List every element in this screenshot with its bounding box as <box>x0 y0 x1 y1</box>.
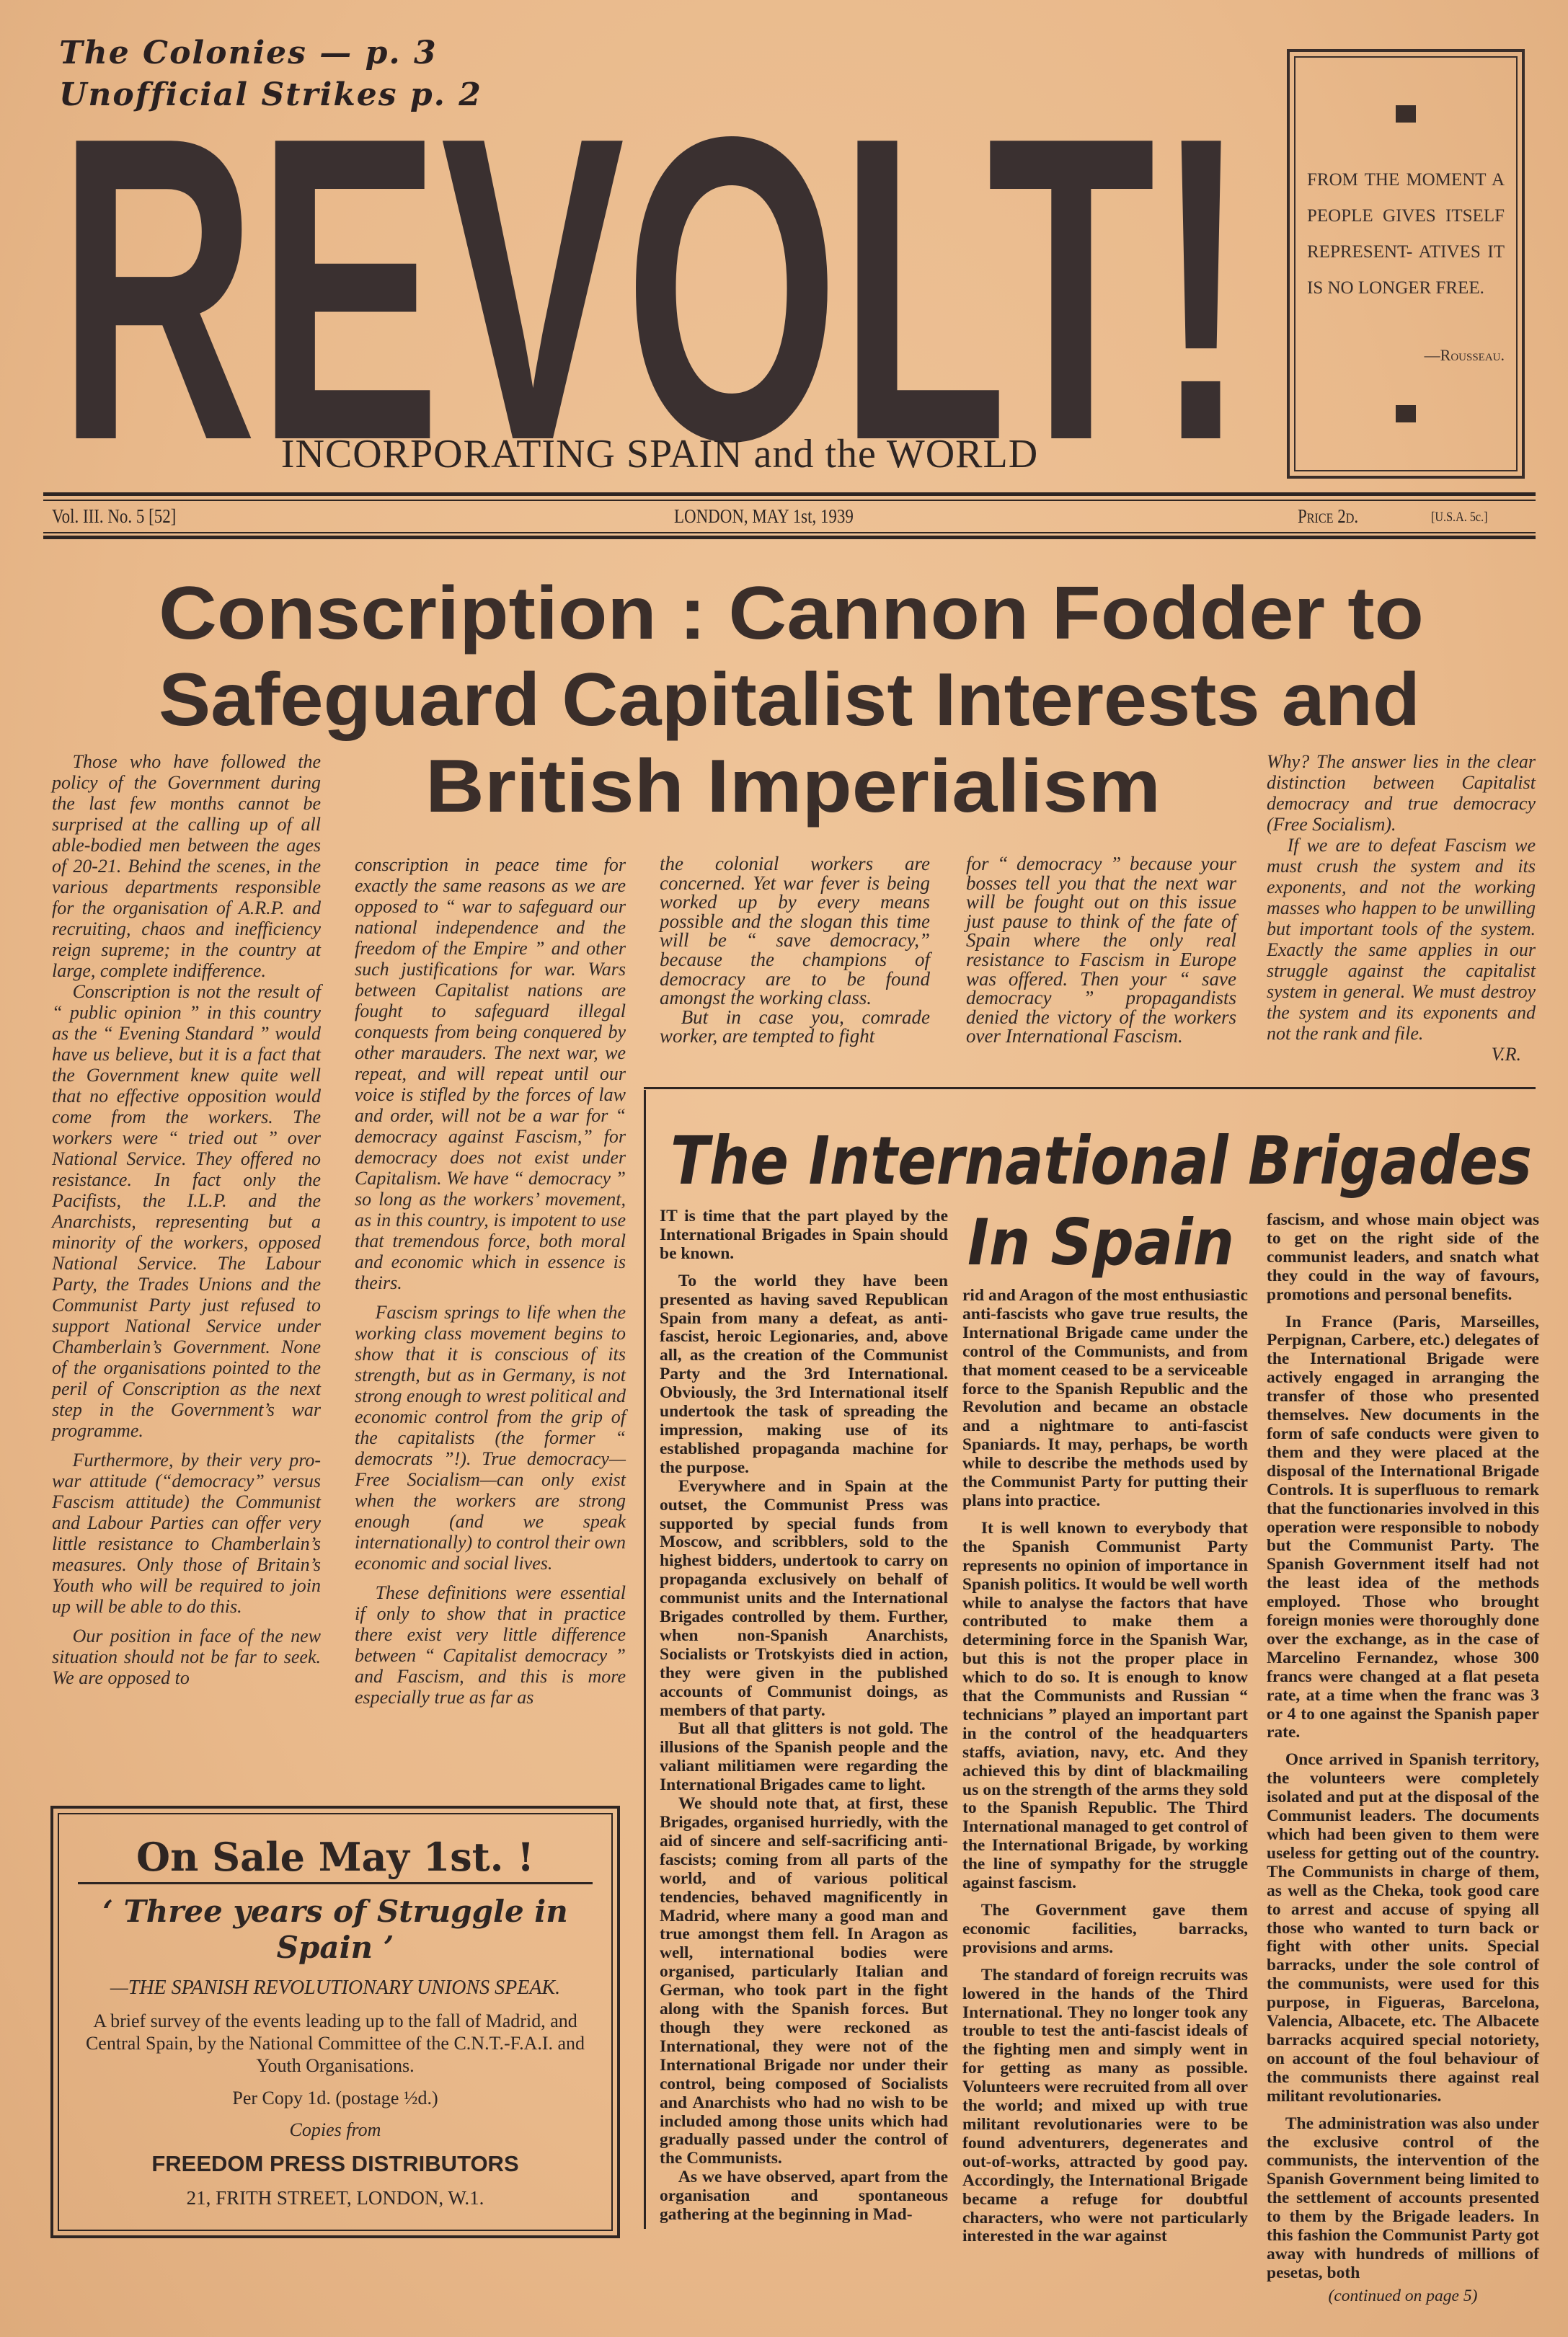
masthead-logo <box>56 43 1253 447</box>
teaser-colonies[interactable]: The Colonies — p. 3 <box>59 35 438 71</box>
issue-date: LONDON, MAY 1st, 1939 <box>674 505 854 527</box>
advert-price: Per Copy 1d. (postage ½d.) <box>232 2087 438 2108</box>
paragraph: the colonial workers are concerned. Yet war fever is being worked up by every means possible and the slogan this time will be “ save democracy,” because the champions of democracy are to be found amongst the working class. <box>660 853 930 1009</box>
headline-line-1-wrap <box>159 569 1427 656</box>
issue-price: Price 2d. <box>1298 505 1359 527</box>
paragraph: Conscription is not the result of “ public opinion ” in this country as the “ Evening Standard ” would have us believe, but it is a fact that the Government knew quite well that no effective opposition would come from the workers. The workers were “ tried out ” over National Service. They offered no resistance. In fact only the Pacifists, the I.L.P. and the Anarchists, representing but a minority of the workers, opposed National Service. The Labour Party, the Trades Unions and the Communist Party just refused to support National Service under Chamberlain’s Government. None of the organisations pointed to the peril of Conscription as the next step in the Government’s war programme. <box>52 981 321 1441</box>
rule-divider <box>43 500 1536 501</box>
paragraph: If we are to defeat Fascism we must crush the system and its exponents, and not the working masses who happen to be unwilling but important tools of the system. Exactly the same applies in our struggle against the capitalist system in general. We must destroy the system and its exponents and not the rank and file. <box>1267 835 1536 1044</box>
paragraph: conscription in peace time for exactly the same reasons as we are opposed to “ war to safeguard our national independence and the freedom of the Empire ” and other such justifications for war. Wars between Capitalist nations are fought to safeguard illegal conquests from being conquered by other marauders. The next war, we repeat, and will repeat until our voice is stifled by the forces of law and order, will not be a war for “ democracy against Fascism,” for democracy does not exist under Capitalism. We have “ democracy ” so long as the workers’ movement, as in this country, is impotent to use that tremendous force, both moral and economic which in essence is theirs. <box>355 854 626 1293</box>
paragraph: Furthermore, by their very pro-war attitude (“democracy” versus Fascism attitude) the Communist and Labour Parties can offer very little resistance to Chamberlain’s measures. Only those of Britain’s Youth who will be required to join up will be able to do this. <box>52 1450 321 1617</box>
paragraph: Once arrived in Spanish territory, the volunteers were completely isolated and put at the disposal of the Communist leaders. The documents which had been given to them were useless for getting out of the country. The Communists in charge of them, as well as the Cheka, took good care to arrest and accuse of spying all those who wanted to turn back or fight with other units. Special barracks, under the sole control of the communists, were used for this purpose, in Figueras, Barcelona, Valencia, Albacete, etc. The Albacete barracks acquired special notoriety, on account of the foul behaviour of the communists there against real militant revolutionaries. <box>1267 1750 1539 2106</box>
issue-price-usa: [U.S.A. 5c.] <box>1431 510 1488 525</box>
brigades-column-2 <box>962 1287 1248 2246</box>
headline-line-3-wrap <box>425 742 1168 829</box>
quote-text: FROM THE MOMENT A PEOPLE GIVES ITSELF REPRESENT- ATIVES IT IS NO LONGER FREE. <box>1307 169 1505 298</box>
paragraph: IT is time that the part played by the International Brigades in Spain should be known. <box>660 1207 948 1263</box>
lead-column-3 <box>660 854 930 1046</box>
rule-divider <box>43 536 1536 539</box>
lead-column-4 <box>966 854 1236 1046</box>
paragraph: These definitions were essential if only to show that in practice there exist very little difference between “ Capitalist democracy ” and Fascism, and this is more especially true as far as <box>355 1582 626 1708</box>
headline-line-3: British Imperialism <box>425 745 1161 828</box>
paragraph: Why? The answer lies in the clear distinction between Capitalist democracy and true democracy (Free Socialism). <box>1267 751 1536 835</box>
headline-line-1: Conscription : Cannon Fodder to <box>159 572 1424 655</box>
brigades-title: The International Brigades <box>670 1122 1532 1199</box>
paragraph: The standard of foreign recruits was lowered in the hands of the Third International. They no longer took any trouble to test the anti-fascist ideals of the fighting men and simply went in for getting as many as possible. Volunteers were recruited from all over the world; and mixed up with true militant revolutionaries were to be found adventurers, degenerates and out-of-works, attracted by good pay. Accordingly, the International Brigade became a refuge for doubtful characters, who were not particularly interested in the war against <box>962 1965 1248 2246</box>
advert-box <box>50 1806 620 2238</box>
advert-description: A brief survey of the events leading up to the fall of Madrid, and Central Spain, by the National Committee of the C.N.T.-F.A.I. and Youth Organisations. <box>85 2010 585 2077</box>
paragraph: for “ democracy ” because your bosses tell you that the next war will be fought out on this issue just pause to think of the fate of Spain where the only real resistance to Fascism in Europe was offered. Then your “ save democracy ” propagandists denied the victory of the workers over International Fascism. <box>966 853 1236 1047</box>
lead-column-2 <box>355 854 626 1708</box>
rule-divider <box>644 1087 1536 1089</box>
paragraph: To the world they have been presented as having saved Republican Spain from many a defeat, as anti-fascist, heroic Legionaries, and, above all, as the creation of the Communist Party and the 3rd International. Obviously, the 3rd International itself undertook the task of spreading the impression, making use of its established propaganda machine for the purpose. <box>660 1271 948 1477</box>
paragraph: The administration was also under the exclusive control of the communists, the intervention of the Spanish Government being limited to the settlement of accounts presented to them by the Brigade leaders. In this fashion the Communist Party got away with hundreds of millions of pesetas, both <box>1267 2114 1539 2282</box>
teaser-unofficial-strikes[interactable]: Unofficial Strikes p. 2 <box>59 76 482 113</box>
lead-column-1 <box>52 751 321 1688</box>
headline-line-2-wrap <box>159 656 1427 742</box>
continued-link[interactable]: (continued on page 5) <box>1328 2286 1478 2305</box>
square-ornament-icon <box>1396 105 1416 123</box>
brigades-column-3 <box>1267 1211 1539 2306</box>
paragraph: fascism, and whose main object was to get on the right side of the communist leaders, and snatch what they could in the way of favours, promotions and personal benefits. <box>1267 1210 1539 1304</box>
headline-line-2: Safeguard Capitalist Interests and <box>159 658 1420 742</box>
advert-book-title: ‘ Three years of Struggle in Spain ’ <box>102 1894 568 1966</box>
brigades-column-1 <box>660 1207 948 2225</box>
masthead-title: REVOLT! <box>58 48 1247 447</box>
issue-volume: Vol. III. No. 5 [52] <box>52 505 177 527</box>
rule-divider <box>43 492 1536 496</box>
brigades-subtitle-wrap <box>966 1202 1240 1280</box>
paragraph: But all that glitters is not gold. The illusions of the Spanish people and the valiant militiamen were regarding the International Brigades came to light. <box>660 1719 948 1795</box>
paragraph: Fascism springs to life when the working class movement begins to show that it is conscious of its strength, but as in Germany, is not strong enough to wrest political and economic control from the grip of the capitalists (the former “ democrats ”!). True democracy— Free Socialism—can only exist when the workers are strong enough (and we speak internationally) to control their own economic and social lives. <box>355 1302 626 1574</box>
paragraph: The Government gave them economic facilities, barracks, provisions and arms. <box>962 1901 1248 1957</box>
advert-copies-from: Copies from <box>289 2119 381 2141</box>
article-signature: V.R. <box>1491 1044 1521 1065</box>
paragraph: But in case you, comrade worker, are tempted to fight <box>660 1006 930 1047</box>
paragraph: We should note that, at first, these Brigades, organised hurriedly, with the aid of sincere and self-sacrificing anti-fascists; coming from all parts of the world, and of various political tendencies, behaved magnificently in Madrid, where many a good man and true amongst them fell. In Aragon as well, international bodies were organised, particularly Italian and German, who took part in the fight along with the Spanish forces. But though they were reckoned as International, they were not of the International Brigade nor under their control, being composed of Socialists and Anarchists who had no wish to be included among those units which had gradually passed under the control of the Communists. <box>660 1794 948 2168</box>
advert-book-subtitle: —THE SPANISH REVOLUTIONARY UNIONS SPEAK. <box>110 1976 561 1999</box>
advert-distributor: FREEDOM PRESS DISTRIBUTORS <box>151 2150 519 2176</box>
paragraph: Everywhere and in Spain at the outset, the Communist Press was supported by special funds from Moscow, and scribblers, sold to the highest bidders, undertook to carry on propaganda exclusively on behalf of communist units and the International Brigades controlled by them. Further, when non-Spanish Anarchists, Socialists or Trotskyists died in action, they were given in the published accounts of Communist doings, as members of that party. <box>660 1476 948 1720</box>
square-ornament-icon <box>1396 405 1416 422</box>
paragraph: It is well known to everybody that the Spanish Communist Party represents no opinion of importance in Spanish politics. It would be well worth while to analyse the factors that have contributed to make them a determining force in the Spanish War, but this is not the proper place in which to do so. It is enough to know that the Communists and Russian “ technicians ” played an important part in the control of the headquarters staffs, aviation, navy, etc. And they achieved this by dint of blackmailing us on the strength of the arms they sold to the Spanish Republic. The Third International managed to get control of the International Brigade, by working the line of sympathy for the struggle against fascism. <box>962 1518 1248 1893</box>
advert-headline: On Sale May 1st. ! <box>78 1835 593 1884</box>
paragraph: Those who have followed the policy of the Government during the last few months cannot be surprised at the calling up of all able-bodied men between the ages of 20-21. Behind the scenes, in the various departments responsible for the organisation of A.R.P. and recruiting, chaos and inefficiency reign supreme; in the country at large, complete indifference. <box>52 751 321 981</box>
column-divider <box>644 1090 646 2229</box>
brigades-subtitle: In Spain <box>967 1205 1234 1280</box>
paragraph: As we have observed, apart from the organisation and spontaneous gathering at the beginning in Mad- <box>660 2168 948 2225</box>
quote-box <box>1287 49 1525 479</box>
masthead-subtitle: INCORPORATING SPAIN and the WORLD <box>280 432 1039 476</box>
lead-column-5 <box>1267 751 1536 1065</box>
quote-author: —Rousseau. <box>1424 346 1505 365</box>
paragraph: Our position in face of the new situation should not be far to seek. We are opposed to <box>52 1626 321 1688</box>
brigades-title-wrap <box>670 1117 1536 1200</box>
rule-divider <box>43 532 1536 533</box>
paragraph: In France (Paris, Marseilles, Perpignan, Carbere, etc.) delegates of the International Brigade were actively engaged in arranging the transfer of those who presented themselves. New documents in the form of safe conducts were given to them and they were placed at the disposal of the International Brigade Controls. It is superfluous to remark that the functionaries involved in this operation were responsible to nobody but the Communist Party. The Spanish Government itself had not the least idea of the methods employed. Those who brought foreign monies were thoroughly done over the exchange, as in the case of Marcelino Fernandez, whose 300 francs were changed at a flat peseta rate, at a time when the franc was 3 or 4 to one against the Spanish paper rate. <box>1267 1312 1539 1742</box>
paragraph: rid and Aragon of the most enthusiastic anti-fascists who gave true results, the International Brigade came under the control of the Communists, and from that moment ceased to be a serviceable force to the Spanish Republic and the Revolution and became an obstacle and a nightmare to anti-fascist Spaniards. It may, perhaps, be worth while to describe the methods used by the Communist Party for putting their plans into practice. <box>962 1286 1248 1510</box>
advert-address: 21, FRITH STREET, LONDON, W.1. <box>186 2187 484 2209</box>
